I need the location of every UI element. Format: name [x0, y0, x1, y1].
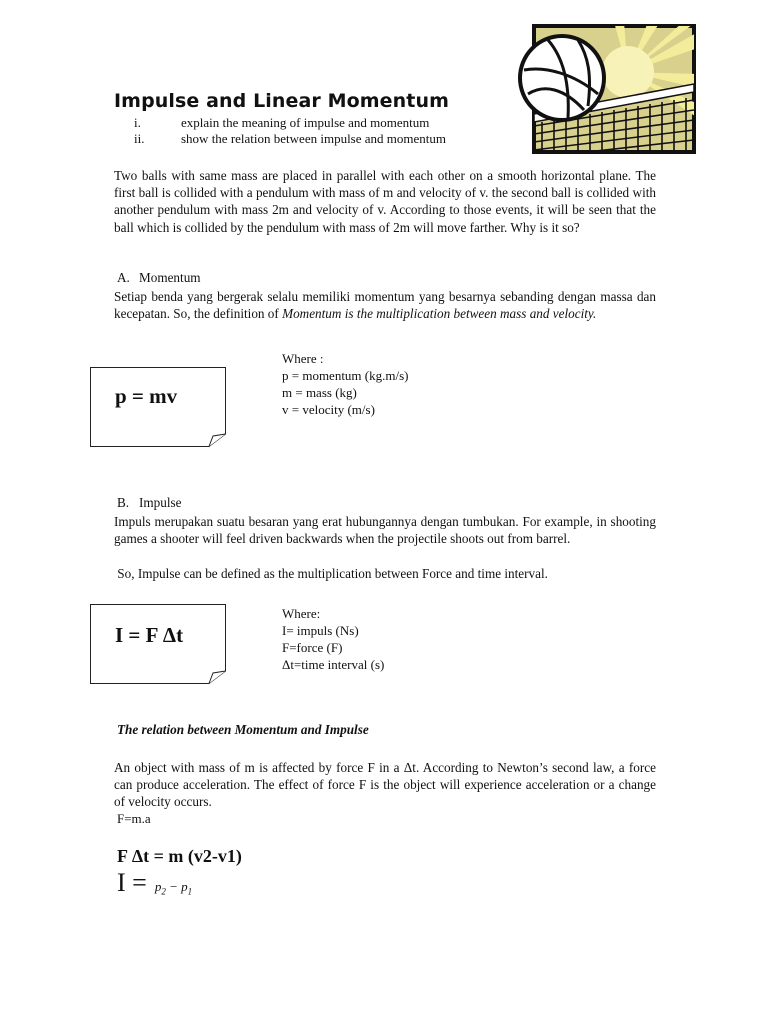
- equation-box-impulse: [89, 603, 229, 687]
- momentum-paragraph: [114, 288, 656, 322]
- formula-rhs: [154, 879, 193, 897]
- legend-line: p = momentum (kg.m/s): [282, 368, 409, 383]
- intro-paragraph: Two balls with same mass are placed in parallel with each other on a smooth horizontal plane. The first ball is collided with a pendulum with mass of m and velocity of v. the second ball is collided with another pendulum with mass 2m and velocity of v. According to those events, it will be seen that the ball which is collided by the pendulum with mass of 2m will move farther. Why is it so?: [114, 168, 656, 235]
- p2-symbol: p: [154, 879, 162, 894]
- relation-paragraph: An object with mass of m is affected by force F in a Δt. According to Newton’s second law, a force can produce acceleration. The effect of force F is the object will experience acceleration or a change of velocity occurs.: [114, 760, 656, 810]
- objectives-list: [134, 115, 446, 147]
- minus-symbol: −: [169, 879, 178, 894]
- objective-number: i.: [134, 115, 141, 130]
- legend-line: F=force (F): [282, 640, 343, 655]
- volleyball-net-icon: [518, 22, 698, 156]
- impulse-difference-formula: [117, 868, 192, 898]
- impulse-legend: [282, 605, 384, 673]
- legend-line: v = velocity (m/s): [282, 402, 375, 417]
- section-heading-momentum: [117, 270, 201, 286]
- p2-subscript: 2: [161, 886, 166, 897]
- impulse-momentum-formula: F Δt = m (v2-v1): [117, 846, 242, 866]
- section-heading-impulse: [117, 495, 182, 511]
- formula-lhs: I =: [117, 868, 147, 897]
- newton-formula: F=m.a: [117, 811, 151, 826]
- impulse-paragraph: Impuls merupakan suatu besaran yang erat hubungannya dengan tumbukan. For example, in shooting games a shooter will feel driven backwards when the projectile shoots out from barrel.: [114, 514, 656, 547]
- objective-text: show the relation between impulse and momentum: [181, 131, 446, 146]
- p1-symbol: p: [181, 879, 188, 894]
- objective-item: [134, 131, 446, 147]
- impulse-equation: I = F Δt: [115, 623, 184, 647]
- momentum-definition: Momentum is the multiplication between mass and velocity.: [282, 306, 597, 322]
- section-title: Impulse: [139, 495, 182, 510]
- section-letter: B.: [117, 495, 130, 510]
- legend-line: Δt=time interval (s): [282, 657, 385, 672]
- legend-line: I= impuls (Ns): [282, 623, 359, 638]
- momentum-legend: [282, 350, 409, 418]
- momentum-equation: p = mv: [115, 384, 178, 408]
- equation-box-momentum: [89, 366, 229, 450]
- legend-line: m = mass (kg): [282, 385, 357, 400]
- relation-heading: The relation between Momentum and Impulse: [117, 722, 369, 737]
- section-letter: A.: [117, 270, 130, 285]
- objective-text: explain the meaning of impulse and momentum: [181, 115, 430, 130]
- page-title: Impulse and Linear Momentum: [114, 90, 449, 112]
- impulse-definition: So, Impulse can be defined as the multiplication between Force and time interval.: [114, 566, 548, 581]
- objective-number: ii.: [134, 131, 145, 146]
- momentum-text: Setiap benda yang bergerak selalu memiliki momentum yang besarnya sebanding dengan massa dan kecepatan. So, the definition of: [114, 289, 656, 322]
- p1-subscript: 1: [187, 886, 193, 897]
- objective-item: [134, 115, 446, 131]
- legend-line: Where :: [282, 351, 324, 366]
- section-title: Momentum: [139, 270, 201, 285]
- legend-line: Where:: [282, 606, 321, 621]
